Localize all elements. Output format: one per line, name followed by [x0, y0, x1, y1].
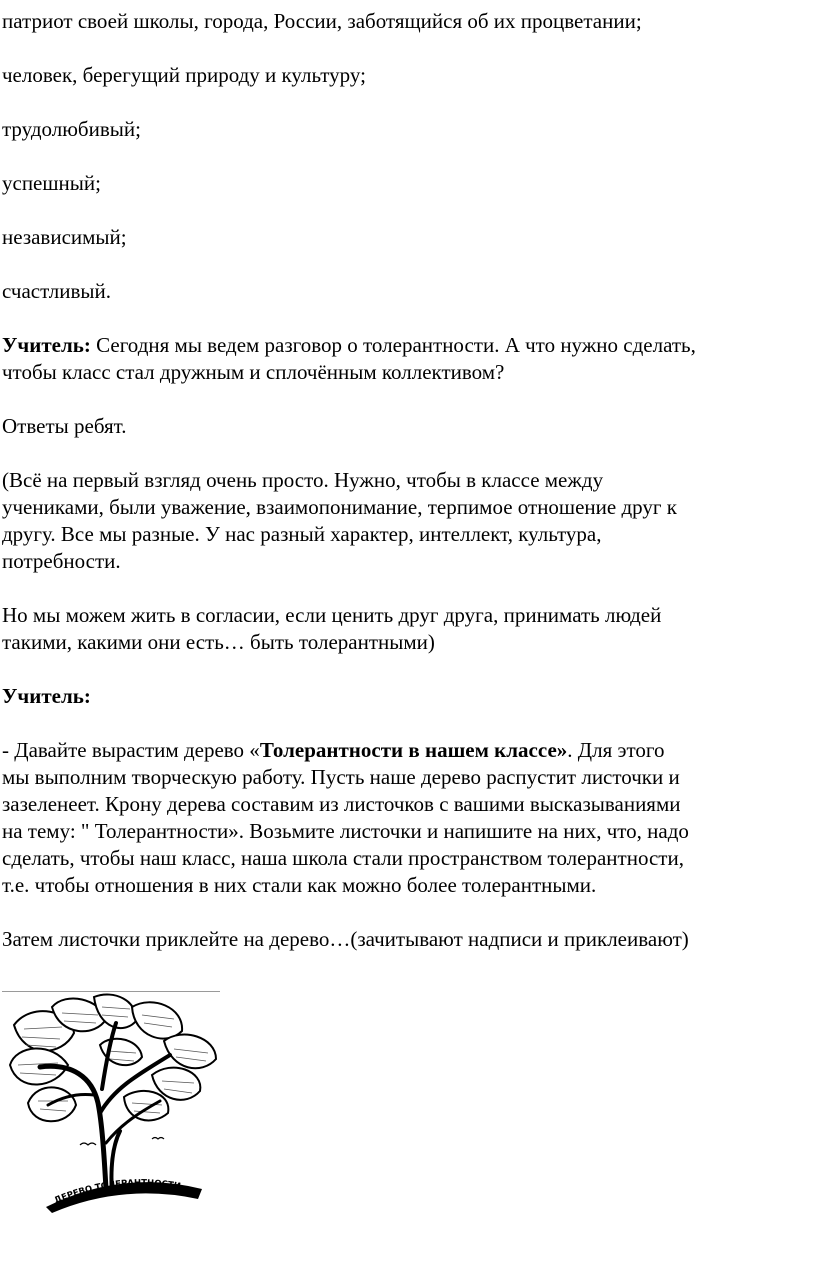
instruction-line: сделать, чтобы наш класс, наша школа стали пространством толерантности, [2, 846, 684, 870]
instruction-line: т.е. чтобы отношения в них стали как можно более толерантными. [2, 873, 597, 897]
closing-line: Затем листочки приклейте на дерево…(зачитывают надписи и приклеивают) [2, 927, 689, 951]
instruction-line: на тему: " Толерантности». Возьмите листочки и напишите на них, что, надо [2, 819, 689, 843]
list-item-patriot: патриот своей школы, города, России, заботящийся об их процветании; [2, 9, 642, 33]
answers-line: Ответы ребят. [2, 414, 127, 438]
tree-title-bold: Толерантности в нашем классе» [259, 738, 568, 762]
explanation-line: потребности. [2, 549, 121, 573]
list-item-hardworking: трудолюбивый; [2, 117, 141, 141]
agreement-line: такими, какими они есть… быть толерантными) [2, 630, 435, 654]
teacher-paragraph-1 [2, 332, 696, 359]
instruction-text: - Давайте вырастим дерево « [2, 738, 260, 762]
instruction-line: зазеленеет. Крону дерева составим из листочков с вашими высказываниями [2, 792, 681, 816]
list-item-successful: успешный; [2, 171, 101, 195]
list-item-happy: счастливый. [2, 279, 111, 303]
teacher-label: Учитель: [2, 684, 91, 708]
list-item-nature: человек, берегущий природу и культуру; [2, 63, 366, 87]
tolerance-tree-icon [2, 993, 220, 1213]
teacher-label: Учитель: [2, 333, 91, 357]
explanation-line: (Всё на первый взгляд очень просто. Нужно, чтобы в классе между [2, 468, 604, 492]
instruction-text: . Для этого [567, 738, 665, 762]
teacher-text-line: Сегодня мы ведем разговор о толерантности. А что нужно сделать, [90, 333, 696, 357]
instruction-line: мы выполним творческую работу. Пусть наше дерево распустит листочки и [2, 765, 680, 789]
list-item-independent: независимый; [2, 225, 127, 249]
tree-instruction-line [2, 737, 665, 764]
explanation-line: учениками, были уважение, взаимопонимание, терпимое отношение друг к [2, 495, 677, 519]
teacher-text-line: чтобы класс стал дружным и сплочённым коллективом? [2, 360, 505, 384]
birds [80, 1138, 164, 1146]
tree-caption: ДЕРЕВО ТОЛЕРАНТНОСТИ [52, 1178, 182, 1207]
explanation-line: другу. Все мы разные. У нас разный характер, интеллект, культура, [2, 522, 602, 546]
image-top-rule [2, 991, 220, 992]
agreement-line: Но мы можем жить в согласии, если ценить друг друга, принимать людей [2, 603, 662, 627]
